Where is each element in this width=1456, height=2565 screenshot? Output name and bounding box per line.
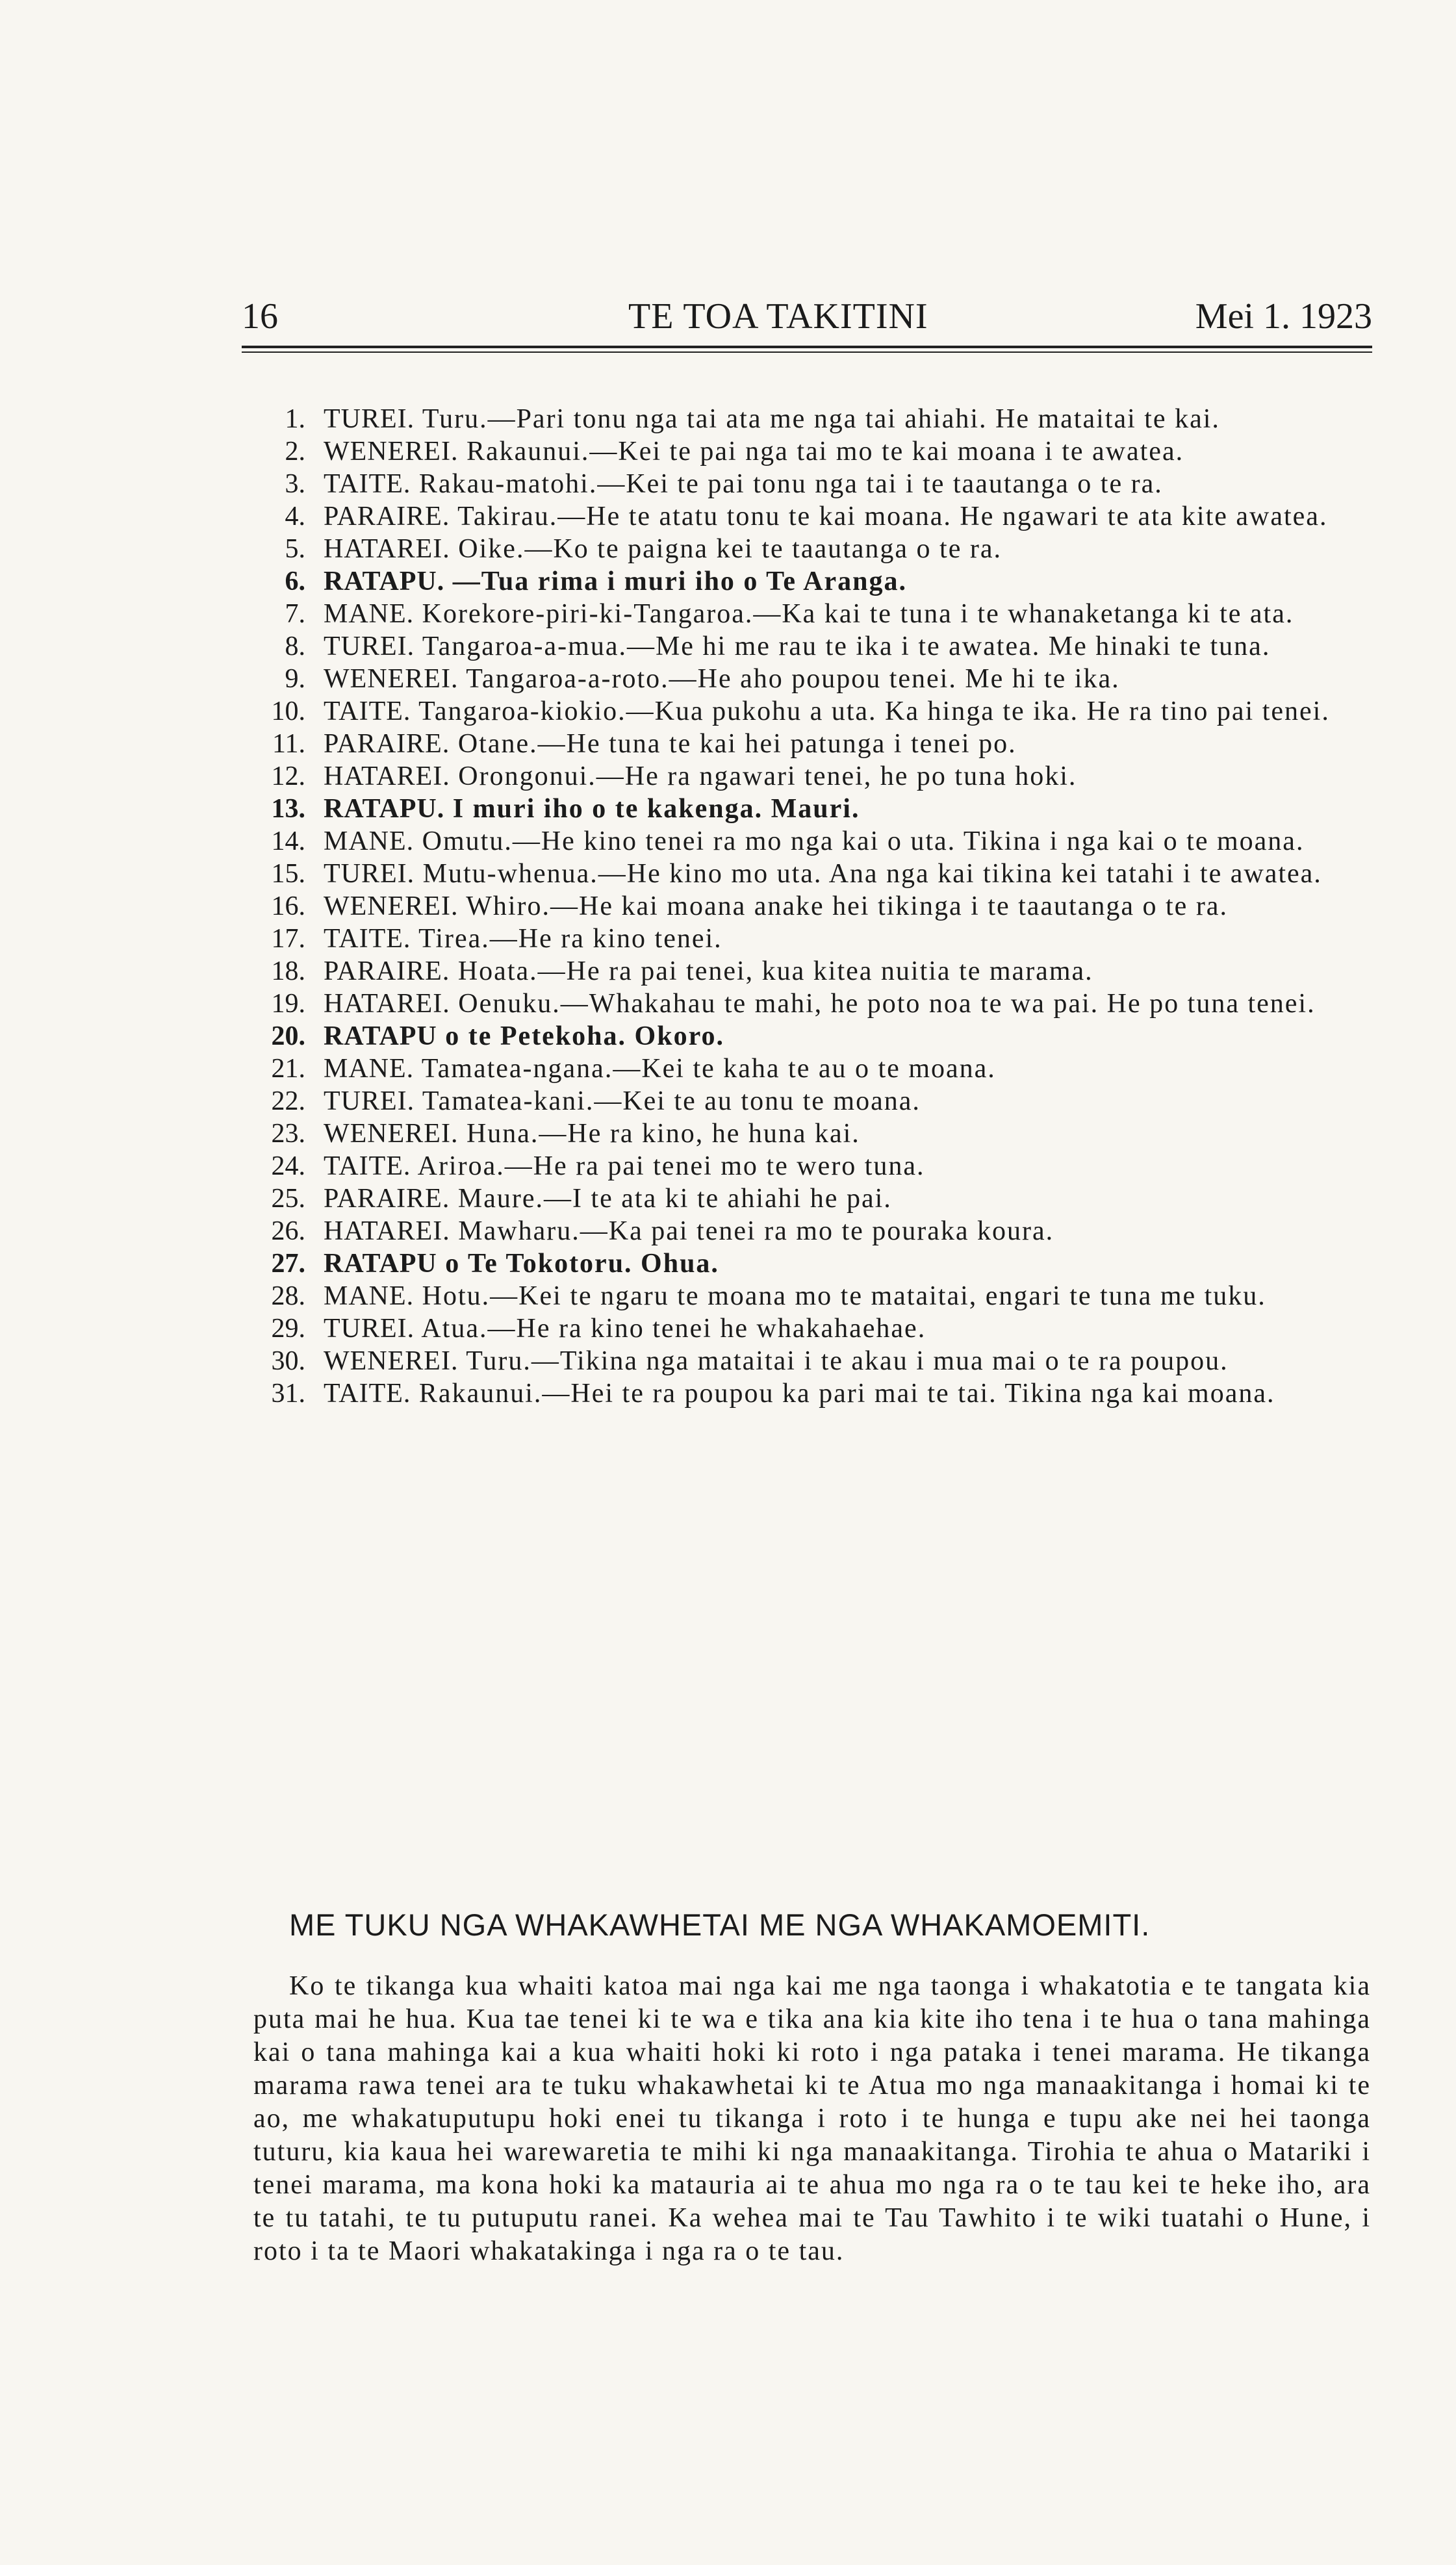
calendar-entry: [234, 1247, 1377, 1280]
day-name: HATAREI.: [324, 989, 450, 1019]
entry-text: [324, 663, 1377, 695]
day-name: MANE.: [324, 1054, 415, 1084]
day-description: Turu.—Tikina nga mataitai i te akau i mua mai o te ra poupou.: [466, 1346, 1229, 1376]
day-name: TUREI.: [324, 1086, 415, 1116]
entry-text: [324, 1280, 1377, 1312]
calendar-entry: [234, 630, 1377, 663]
day-description: o te Petekoha. Okoro.: [445, 1021, 724, 1051]
day-description: Oike.—Ko te paigna kei te taautanga o te ra.: [458, 534, 1002, 564]
day-description: Takirau.—He te atatu tonu te kai moana. He ngawari te ata kite awatea.: [457, 502, 1328, 531]
day-name: TUREI.: [324, 1314, 415, 1344]
page-number: 16: [242, 296, 278, 337]
day-name: TAITE.: [324, 924, 411, 954]
entry-text: [324, 403, 1377, 435]
calendar-entry: [234, 728, 1377, 760]
entry-number: 12.: [271, 761, 305, 791]
entry-text: [324, 1150, 1377, 1182]
entry-number: 31.: [271, 1379, 305, 1409]
entry-number: 11.: [272, 729, 305, 759]
day-name: WENEREI.: [324, 437, 459, 466]
day-description: Tamatea-ngana.—Kei te kaha te au o te moana.: [421, 1054, 996, 1084]
entry-number: 21.: [271, 1054, 305, 1084]
entry-number: 7.: [285, 599, 305, 629]
day-name: TAITE.: [324, 469, 411, 499]
day-name: PARAIRE.: [324, 956, 450, 986]
calendar-entry: [234, 565, 1377, 598]
entry-text: [324, 1247, 1377, 1280]
day-description: Hotu.—Kei te ngaru te moana mo te mataitai, engari te tuna me tuku.: [422, 1281, 1266, 1311]
entry-number: 2.: [285, 437, 305, 466]
calendar-entry: [234, 1085, 1377, 1117]
day-name: PARAIRE.: [324, 1184, 450, 1214]
day-name: TAITE.: [324, 1151, 411, 1181]
day-name: WENEREI.: [324, 1346, 459, 1376]
entry-number: 14.: [271, 826, 305, 856]
day-description: Rakau-matohi.—Kei te pai tonu nga tai i te taautanga o te ra.: [418, 469, 1163, 499]
calendar-entry: [234, 1117, 1377, 1150]
day-description: Huna.—He ra kino, he huna kai.: [466, 1119, 860, 1149]
entry-text: [324, 500, 1377, 533]
publication-title: TE TOA TAKITINI: [628, 296, 928, 337]
day-name: HATAREI.: [324, 1216, 450, 1246]
entry-text: [324, 825, 1377, 858]
entry-number: 22.: [271, 1086, 305, 1116]
entry-number: 13.: [271, 794, 305, 824]
day-description: Maure.—I te ata ki te ahiahi he pai.: [457, 1184, 892, 1214]
day-description: Tangaroa-kiokio.—Kua pukohu a uta. Ka hinga te ika. He ra tino pai tenei.: [418, 696, 1330, 726]
day-description: Turu.—Pari tonu nga tai ata me nga tai ahiahi. He mataitai te kai.: [422, 404, 1220, 434]
entry-text: [324, 1345, 1377, 1377]
day-description: Whiro.—He kai moana anake hei tikinga i te taautanga o te ra.: [466, 891, 1228, 921]
calendar-entry: [234, 1345, 1377, 1377]
day-description: Mutu-whenua.—He kino mo uta. Ana nga kai tikina kei tatahi i te awatea.: [422, 859, 1322, 889]
entry-text: [324, 468, 1377, 500]
day-name: MANE.: [324, 599, 415, 629]
calendar-entry: [234, 435, 1377, 468]
entry-number: 18.: [271, 956, 305, 986]
day-name: HATAREI.: [324, 761, 450, 791]
entry-text: [324, 435, 1377, 468]
day-description: Mawharu.—Ka pai tenei ra mo te pouraka koura.: [458, 1216, 1054, 1246]
day-name: RATAPU.: [324, 794, 445, 824]
day-name: RATAPU: [324, 1249, 437, 1279]
entry-number: 28.: [271, 1281, 305, 1311]
entry-number: 25.: [271, 1184, 305, 1214]
entry-text: [324, 1182, 1377, 1215]
entry-text: [324, 1053, 1377, 1085]
calendar-entry: [234, 468, 1377, 500]
entry-text: [324, 728, 1377, 760]
entry-text: [324, 1312, 1377, 1345]
day-description: Tirea.—He ra kino tenei.: [418, 924, 722, 954]
entry-number: 29.: [271, 1314, 305, 1344]
calendar-entry: [234, 1280, 1377, 1312]
entry-number: 26.: [271, 1216, 305, 1246]
calendar-entry: [234, 890, 1377, 923]
day-name: PARAIRE.: [324, 502, 450, 531]
day-description: I muri iho o te kakenga. Mauri.: [452, 794, 860, 824]
day-description: Rakaunui.—Hei te ra poupou ka pari mai te tai. Tikina nga kai moana.: [418, 1379, 1275, 1409]
entry-text: [324, 533, 1377, 565]
entry-number: 4.: [285, 502, 305, 531]
entry-text: [324, 923, 1377, 955]
header-rule-thin: [242, 351, 1372, 353]
calendar-entry: [234, 500, 1377, 533]
calendar-entry: [234, 1377, 1377, 1410]
entry-number: 20.: [271, 1021, 305, 1051]
entry-number: 17.: [271, 924, 305, 954]
calendar-entry: [234, 793, 1377, 825]
entry-text: [324, 890, 1377, 923]
entry-number: 5.: [285, 534, 305, 564]
day-name: TUREI.: [324, 859, 415, 889]
day-description: Tangaroa-a-mua.—Me hi me rau te ika i te awatea. Me hinaki te tuna.: [422, 632, 1271, 661]
day-name: WENEREI.: [324, 891, 459, 921]
day-name: HATAREI.: [324, 534, 450, 564]
entry-number: 1.: [285, 404, 305, 434]
section-heading: ME TUKU NGA WHAKAWHETAI ME NGA WHAKAMOEMITI.: [289, 1908, 1151, 1942]
day-description: Otane.—He tuna te kai hei patunga i tenei po.: [457, 729, 1017, 759]
entry-number: 10.: [271, 696, 305, 726]
entry-number: 16.: [271, 891, 305, 921]
day-name: MANE.: [324, 1281, 415, 1311]
day-name: WENEREI.: [324, 664, 459, 694]
calendar-entry: [234, 923, 1377, 955]
day-description: Hoata.—He ra pai tenei, kua kitea nuitia te marama.: [457, 956, 1093, 986]
calendar-entry: [234, 695, 1377, 728]
calendar-entry: [234, 598, 1377, 630]
day-name: RATAPU.: [324, 567, 445, 596]
entry-text: [324, 1117, 1377, 1150]
day-name: TAITE.: [324, 696, 411, 726]
calendar-entry: [234, 533, 1377, 565]
day-description: Orongonui.—He ra ngawari tenei, he po tuna hoki.: [458, 761, 1077, 791]
issue-date: Mei 1. 1923: [1195, 296, 1372, 337]
entry-number: 30.: [271, 1346, 305, 1376]
entry-text: [324, 1215, 1377, 1247]
entry-number: 3.: [285, 469, 305, 499]
entry-text: [324, 858, 1377, 890]
entry-text: [324, 565, 1377, 598]
day-description: Omutu.—He kino tenei ra mo nga kai o uta. Tikina i nga kai o te moana.: [422, 826, 1305, 856]
calendar-entry: [234, 1053, 1377, 1085]
entry-text: [324, 695, 1377, 728]
entry-text: [324, 1377, 1377, 1410]
calendar-entry: [234, 955, 1377, 988]
day-description: Korekore-piri-ki-Tangaroa.—Ka kai te tuna i te whanaketanga ki te ata.: [422, 599, 1294, 629]
calendar-entry: [234, 988, 1377, 1020]
calendar-entry: [234, 1150, 1377, 1182]
page-header: [242, 296, 1372, 348]
entry-number: 6.: [285, 567, 305, 596]
entry-text: [324, 760, 1377, 793]
entry-number: 23.: [271, 1119, 305, 1149]
day-description: Ariroa.—He ra pai tenei mo te wero tuna.: [417, 1151, 925, 1181]
day-name: PARAIRE.: [324, 729, 450, 759]
entry-text: [324, 598, 1377, 630]
day-description: Tangaroa-a-roto.—He aho poupou tenei. Me hi te ika.: [466, 664, 1120, 694]
day-name: TUREI.: [324, 404, 415, 434]
entry-text: [324, 793, 1377, 825]
day-name: RATAPU: [324, 1021, 437, 1051]
section-paragraph: Ko te tikanga kua whaiti katoa mai nga kai me nga taonga i whakatotia e te tangata kia puta mai he hua. Kua tae tenei ki te wa e tika ana kia kite iho tena i te hua o tana mahinga kai o tana mahinga kai a kua whaiti hoki ki roto i nga pataka i tenei marama. He tikanga marama rawa tenei ara te tuku whakawhetai ki te Atua mo nga manaakitanga i homai ki te ao, me whakatuputupu hoki enei tu tikanga i roto i te hunga e tupu ake nei hei taonga tuturu, kia kaua hei warewaretia te mihi ki nga manaakitanga. Tirohia te ahua o Matariki i tenei marama, ma kona hoki ka matauria ai te ahua mo nga ra o te tau kei te heke iho, ara te tu tatahi, te tu putuputu ranei. Ka wehea mai te Tau Tawhito i te wiki tuatahi o Hune, i roto i ta te Maori whakatakinga i nga ra o te tau.: [253, 1971, 1371, 2266]
calendar-entry: [234, 1182, 1377, 1215]
day-description: Atua.—He ra kino tenei he whakahaehae.: [421, 1314, 926, 1344]
day-name: MANE.: [324, 826, 415, 856]
entry-number: 27.: [271, 1249, 305, 1279]
calendar-entry: [234, 1312, 1377, 1345]
calendar-entry: [234, 403, 1377, 435]
day-name: WENEREI.: [324, 1119, 459, 1149]
calendar-entry: [234, 825, 1377, 858]
header-rule-thick: [242, 346, 1372, 348]
day-name: TUREI.: [324, 632, 415, 661]
calendar-list: [234, 403, 1377, 1410]
day-description: Oenuku.—Whakahau te mahi, he poto noa te wa pai. He po tuna tenei.: [458, 989, 1316, 1019]
entry-number: 8.: [285, 632, 305, 661]
entry-text: [324, 955, 1377, 988]
calendar-entry: [234, 760, 1377, 793]
entry-number: 19.: [271, 989, 305, 1019]
day-description: o Te Tokotoru. Ohua.: [445, 1249, 719, 1279]
entry-text: [324, 1085, 1377, 1117]
calendar-entry: [234, 1020, 1377, 1053]
day-description: Rakaunui.—Kei te pai nga tai mo te kai moana i te awatea.: [466, 437, 1184, 466]
day-name: TAITE.: [324, 1379, 411, 1409]
entry-number: 9.: [285, 664, 305, 694]
entry-text: [324, 1020, 1377, 1053]
day-description: —Tua rima i muri iho o Te Aranga.: [452, 567, 907, 596]
entry-text: [324, 988, 1377, 1020]
entry-number: 24.: [271, 1151, 305, 1181]
calendar-entry: [234, 663, 1377, 695]
day-description: Tamatea-kani.—Kei te au tonu te moana.: [422, 1086, 921, 1116]
calendar-entry: [234, 858, 1377, 890]
entry-number: 15.: [271, 859, 305, 889]
calendar-entry: [234, 1215, 1377, 1247]
entry-text: [324, 630, 1377, 663]
